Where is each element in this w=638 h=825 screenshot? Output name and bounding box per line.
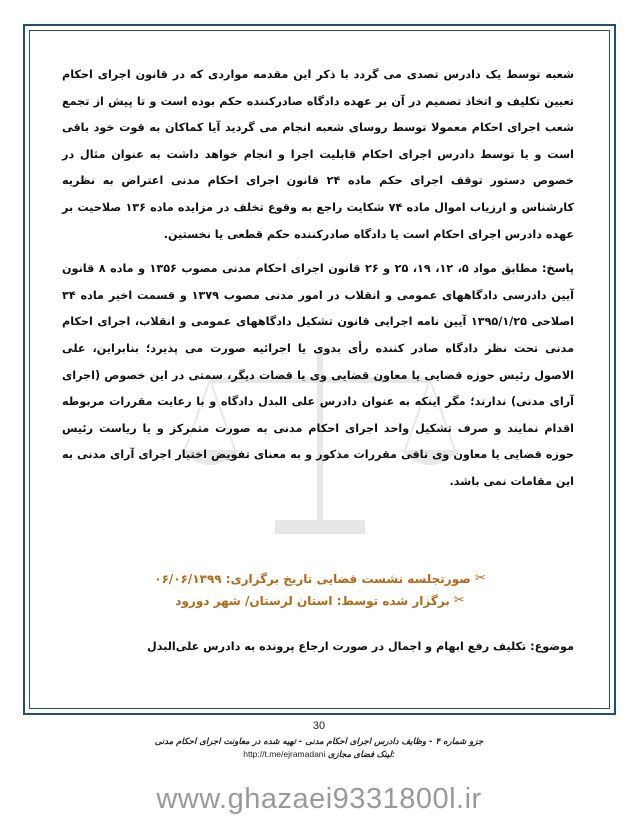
- subject-label: موضوع:: [530, 640, 574, 653]
- footer-link: [0, 749, 638, 760]
- flourish-icon: ✂: [474, 571, 486, 586]
- flourish-icon: ✂: [453, 593, 465, 608]
- session-date-text: صورتجلسه نشست قضایی تاریخ برگزاری: ۰۶/۰۶/۱۳۹۹: [154, 572, 471, 586]
- subject-line: [62, 640, 574, 653]
- session-date-row: [60, 568, 580, 590]
- footer-series-line: جزو شماره ۴ - وظایف دادرس اجرای احکام مدنی - تهیه شده در معاونت اجرای احکام مدنی: [154, 737, 484, 747]
- page-footer: [0, 720, 638, 760]
- session-info: [60, 568, 580, 612]
- answer-paragraph: [62, 256, 574, 495]
- session-host-row: [60, 590, 580, 612]
- footer-url[interactable]: http://t.me/ejramadani: [243, 749, 326, 759]
- footer-link-label: لینک فضای مجازی:: [327, 749, 395, 759]
- page-number: 30: [312, 720, 326, 732]
- answer-label: پاسخ:: [542, 262, 574, 276]
- subject-text: تکلیف رفع ابهام و اجمال در صورت ارجاع پرونده به دادرس علی‌البدل: [146, 640, 531, 653]
- session-host-text: برگزار شده توسط: استان لرستان/ شهر دورود: [175, 594, 450, 608]
- document-body: [62, 62, 574, 504]
- site-watermark: www.ghazaei9331800l.ir: [156, 783, 482, 815]
- question-paragraph: شعبه توسط یک دادرس تصدی می گردد با ذکر این مقدمه مواردی که در قانون اجرای احکام تعیین تکلیف و اتخاذ تصمیم در آن بر عهده دادگاه صادرکننده حکم بوده است و تا پیش از تجمع شعب اجرای احکام معمولا توسط روسای شعبه انجام می گردید آیا کماکان به قوت خود باقی است و یا توسط دادرس اجرای احکام قابلیت اجرا و انجام خواهد داشت به عنوان مثال در خصوص دستور توقف اجرای حکم ماده ۲۴ قانون اجرای احکام مدنی اعتراض به نظریه کارشناس و ارزیاب اموال ماده ۷۴ شکایت راجع به وقوع تخلف در مزایده ماده ۱۳۶ صلاحیت بر عهده دادرس اجرای احکام است یا دادگاه صادرکننده حکم قطعی یا نخستین.: [62, 68, 574, 241]
- answer-text: مطابق مواد ۵، ۱۲، ۱۹، ۲۵ و ۲۶ قانون اجرای احکام مدنی مصوب ۱۳۵۶ و ماده ۸ قانون آیین دادرسی دادگاههای عمومی و انقلاب در امور مدنی مصوب ۱۳۷۹ و قسمت اخیر ماده ۳۴ اصلاحی ۱۳۹۵/۱/۲۵ آیین نامه اجرایی قانون تشکیل دادگاههای عمومی و انقلاب، اجرای احکام مدنی تحت نظر دادگاه صادر کننده رأی بدوی یا اجرائیه صورت می پذیرد؛ بنابراین، علی الاصول رئیس حوزه قضایی یا معاون قضایی وی یا قضات دیگر، سمتی در این خصوص (اجرای آرای مدنی) ندارند؛ مگر اینکه به عنوان دادرس علی البدل دادگاه و با رعایت مقررات مربوطه اقدام نمایند و صرف تشکیل واحد اجرای احکام مدنی به صورت متمرکز و یا ریاست رئیس حوزه قضایی یا معاون وی نافی مقررات مذکور و به معنای تفویض اختیار اجرای آرای مدنی به این مقامات نمی باشد.: [62, 262, 574, 488]
